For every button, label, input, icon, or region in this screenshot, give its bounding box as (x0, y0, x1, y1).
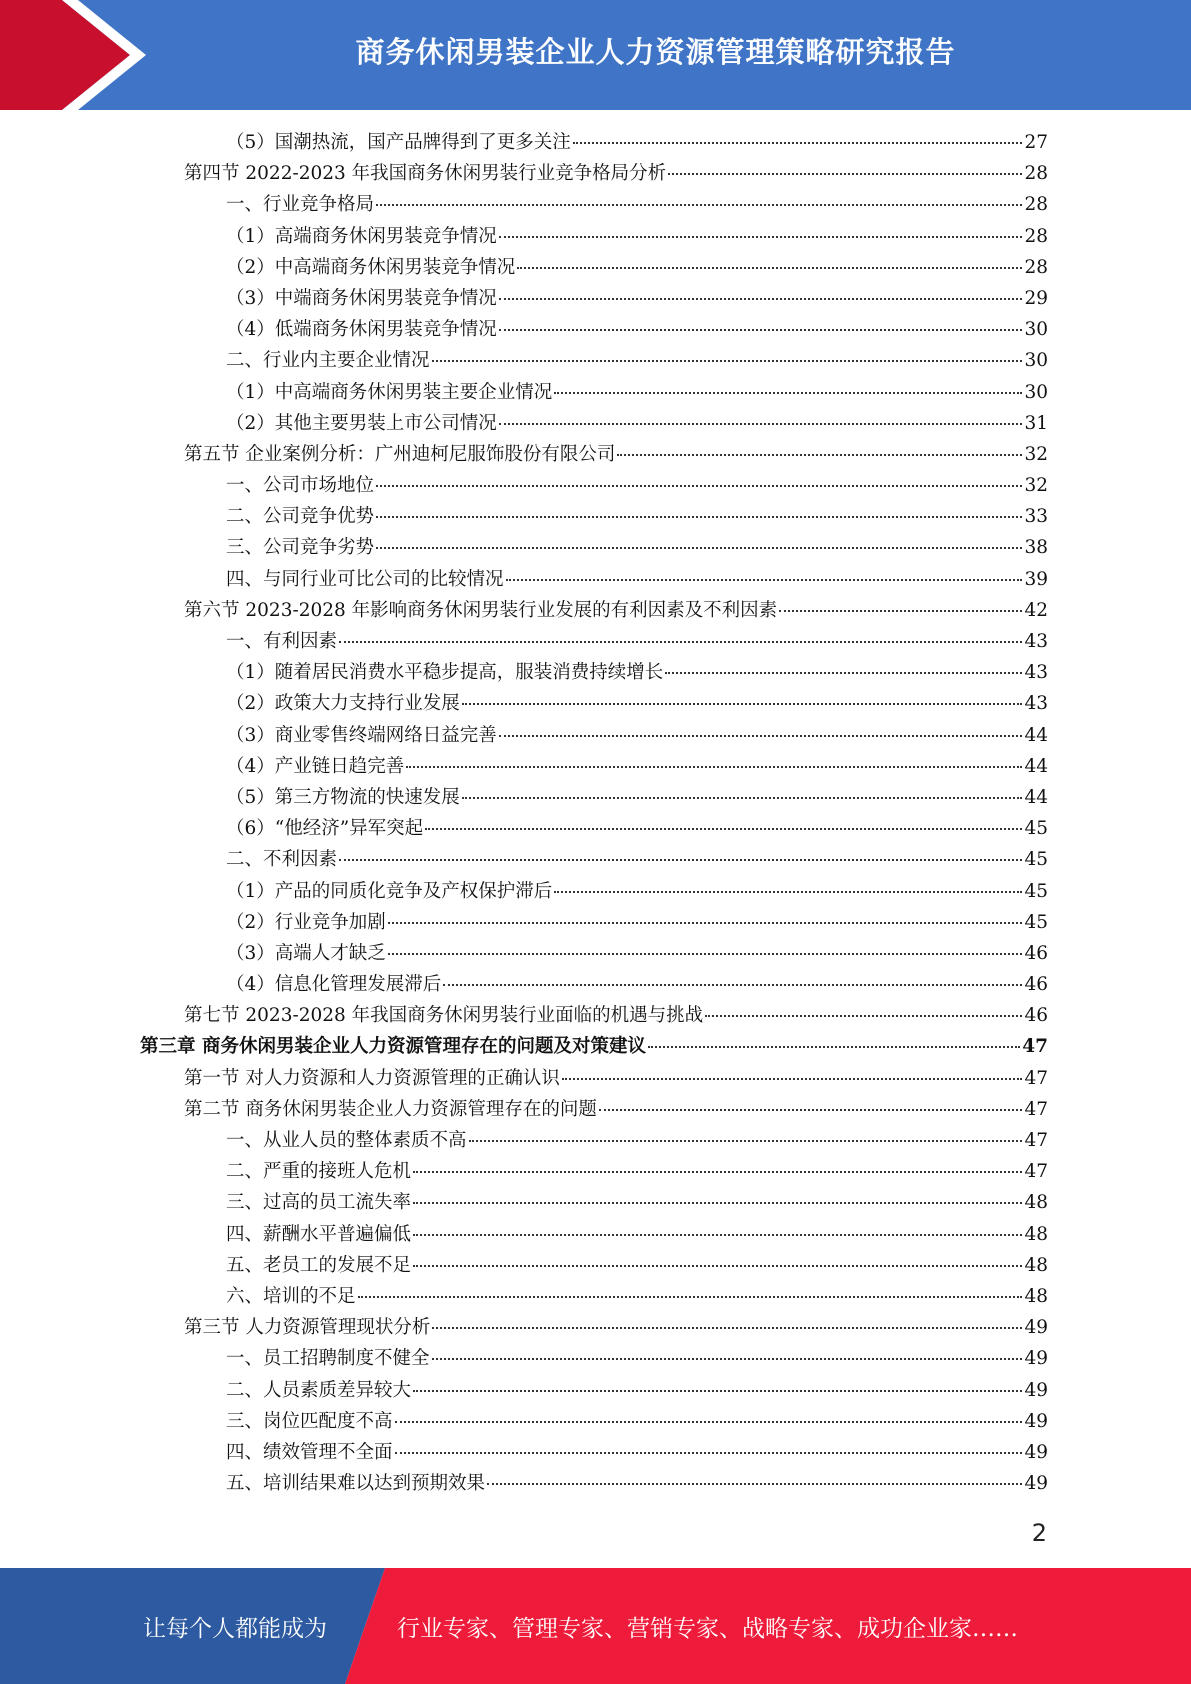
toc-entry-page: 48 (1024, 1285, 1048, 1307)
toc-entry[interactable] (140, 720, 1048, 751)
toc-entry[interactable] (140, 844, 1048, 875)
toc-entry-label: 一、有利因素 (226, 631, 338, 652)
toc-entry-page: 31 (1024, 412, 1048, 434)
toc-entry-page: 47 (1024, 1130, 1048, 1151)
toc-entry-page: 44 (1024, 786, 1048, 808)
toc-entry-page: 48 (1024, 1223, 1048, 1245)
toc-entry[interactable] (140, 626, 1048, 657)
toc-entry-label: 二、行业内主要企业情况 (226, 350, 430, 372)
toc-entry[interactable] (140, 657, 1048, 688)
toc-entry-label: 四、绩效管理不全面 (226, 1441, 393, 1463)
toc-dot-leader (499, 735, 1023, 737)
toc-dot-leader (376, 485, 1022, 487)
toc-entry[interactable] (140, 470, 1048, 501)
toc-dot-leader (499, 329, 1023, 331)
toc-entry-label: 五、培训结果难以达到预期效果 (226, 1473, 486, 1495)
toc-entry-label: 二、严重的接班人危机 (226, 1161, 412, 1183)
toc-entry[interactable] (140, 189, 1048, 220)
toc-entry-label: （4）产业链日趋完善 (226, 755, 405, 777)
toc-entry[interactable] (140, 377, 1048, 408)
toc-entry-label: （4）信息化管理发展滞后 (226, 974, 442, 996)
toc-entry[interactable] (140, 439, 1048, 470)
toc-entry-page: 48 (1024, 1254, 1048, 1276)
toc-entry-page: 49 (1024, 1379, 1048, 1401)
toc-entry[interactable] (140, 1250, 1048, 1281)
toc-entry-label: 二、人员素质差异较大 (226, 1379, 412, 1401)
toc-dot-leader (665, 672, 1022, 674)
toc-dot-leader (432, 1358, 1023, 1360)
toc-entry-page: 46 (1024, 1005, 1048, 1027)
page-footer (0, 1568, 1191, 1684)
toc-entry-label: （3）中端商务休闲男装竞争情况 (226, 287, 497, 309)
toc-entry-page: 32 (1024, 475, 1048, 497)
toc-entry-label: （3）高端人才缺乏 (226, 942, 386, 964)
toc-dot-leader (499, 423, 1023, 425)
toc-entry[interactable] (140, 1156, 1048, 1187)
toc-dot-leader (517, 267, 1022, 269)
toc-dot-leader (506, 579, 1023, 581)
toc-entry-page: 49 (1024, 1348, 1048, 1370)
toc-entry[interactable] (140, 1031, 1048, 1062)
toc-entry-page: 28 (1024, 163, 1048, 185)
toc-entry-label: （1）高端商务休闲男装竞争情况 (226, 225, 497, 247)
toc-entry-label: 第五节 企业案例分析：广州迪柯尼服饰股份有限公司 (184, 443, 616, 465)
toc-entry-page: 43 (1024, 662, 1048, 684)
footer-slogan-left: 让每个人都能成为 (143, 1615, 327, 1642)
toc-entry[interactable] (140, 876, 1048, 907)
toc-entry[interactable] (140, 314, 1048, 345)
toc-entry[interactable] (140, 221, 1048, 252)
toc-dot-leader (499, 298, 1023, 300)
toc-dot-leader (779, 610, 1022, 612)
toc-entry-label: 四、薪酬水平普遍偏低 (226, 1223, 412, 1245)
toc-dot-leader (388, 953, 1023, 955)
toc-dot-leader (413, 1265, 1022, 1267)
toc-dot-leader (562, 1078, 1023, 1080)
toc-entry-page: 28 (1024, 194, 1048, 216)
toc-entry-page: 47 (1024, 1067, 1048, 1089)
toc-entry[interactable] (140, 969, 1048, 1000)
toc-dot-leader (499, 236, 1023, 238)
toc-dot-leader (599, 1109, 1023, 1111)
toc-entry-page: 28 (1024, 256, 1048, 278)
toc-dot-leader (376, 547, 1022, 549)
toc-entry-label: 六、培训的不足 (226, 1285, 356, 1307)
toc-entry-page: 30 (1024, 350, 1048, 372)
toc-entry[interactable] (140, 782, 1048, 813)
toc-entry-label: （4）低端商务休闲男装竞争情况 (226, 319, 497, 341)
toc-entry-label: 第七节 2023-2028 年我国商务休闲男装行业面临的机遇与挑战 (184, 1005, 704, 1027)
toc-entry[interactable] (140, 595, 1048, 626)
toc-dot-leader (705, 1015, 1022, 1017)
toc-dot-leader (469, 1140, 1023, 1142)
toc-entry[interactable] (140, 283, 1048, 314)
toc-entry-label: 第三章 商务休闲男装企业人力资源管理存在的问题及对策建议 (140, 1036, 646, 1058)
toc-entry-page: 47 (1022, 1036, 1048, 1058)
toc-entry-label: 五、老员工的发展不足 (226, 1254, 412, 1276)
toc-entry-page: 49 (1024, 1473, 1048, 1495)
toc-dot-leader (617, 454, 1022, 456)
toc-entry-label: （2）政策大力支持行业发展 (226, 693, 460, 715)
toc-dot-leader (406, 766, 1022, 768)
toc-dot-leader (648, 1046, 1020, 1048)
toc-entry-label: 第二节 商务休闲男装企业人力资源管理存在的问题 (184, 1098, 597, 1120)
report-title: 商务休闲男装企业人力资源管理策略研究报告 (355, 34, 956, 69)
toc-entry-label: （2）行业竞争加剧 (226, 911, 386, 933)
toc-entry-label: 四、与同行业可比公司的比较情况 (226, 568, 504, 590)
toc-entry[interactable] (140, 1406, 1048, 1437)
toc-entry[interactable] (140, 907, 1048, 938)
toc-entry[interactable] (140, 813, 1048, 844)
toc-entry[interactable] (140, 751, 1048, 782)
toc-entry-label: （1）随着居民消费水平稳步提高，服装消费持续增长 (226, 662, 664, 684)
toc-entry-page: 46 (1024, 974, 1048, 996)
toc-entry-page: 45 (1024, 818, 1048, 840)
toc-entry[interactable] (140, 1281, 1048, 1312)
toc-entry[interactable] (140, 345, 1048, 376)
toc-entry-page: 46 (1024, 942, 1048, 964)
toc-entry-label: 三、岗位匹配度不高 (226, 1410, 393, 1432)
toc-entry-label: 三、公司竞争劣势 (226, 537, 375, 559)
toc-entry-page: 43 (1024, 693, 1048, 715)
toc-dot-leader (395, 1421, 1023, 1423)
toc-entry[interactable] (140, 127, 1048, 158)
toc-entry[interactable] (140, 1468, 1048, 1499)
toc-dot-leader (376, 204, 1022, 206)
toc-entry-label: （2）中高端商务休闲男装竞争情况 (226, 256, 516, 278)
toc-entry-label: （5）国潮热流，国产品牌得到了更多关注 (226, 132, 571, 153)
table-of-contents (140, 127, 1048, 1499)
toc-entry-page: 38 (1024, 537, 1048, 559)
toc-dot-leader (339, 859, 1022, 861)
toc-entry-label: 第四节 2022-2023 年我国商务休闲男装行业竞争格局分析 (184, 163, 667, 185)
toc-entry-label: 一、员工招聘制度不健全 (226, 1348, 430, 1370)
toc-dot-leader (432, 360, 1023, 362)
toc-entry-page: 48 (1024, 1192, 1048, 1214)
toc-entry-label: （2）其他主要男装上市公司情况 (226, 412, 497, 434)
toc-entry[interactable] (140, 1375, 1048, 1406)
toc-entry[interactable] (140, 158, 1048, 189)
toc-entry[interactable] (140, 532, 1048, 563)
toc-dot-leader (462, 703, 1023, 705)
toc-entry-label: （5）第三方物流的快速发展 (226, 786, 460, 808)
toc-entry-label: 一、从业人员的整体素质不高 (226, 1130, 467, 1151)
toc-entry-label: 第六节 2023-2028 年影响商务休闲男装行业发展的有利因素及不利因素 (184, 599, 778, 621)
header-arrow-decoration (0, 0, 150, 110)
toc-entry[interactable] (140, 564, 1048, 595)
toc-entry-label: 第一节 对人力资源和人力资源管理的正确认识 (184, 1067, 560, 1089)
toc-entry-page: 43 (1024, 631, 1048, 652)
toc-dot-leader (425, 828, 1022, 830)
toc-entry-label: 一、行业竞争格局 (226, 194, 375, 216)
toc-entry[interactable] (140, 501, 1048, 532)
toc-dot-leader (432, 1327, 1022, 1329)
toc-entry[interactable] (140, 252, 1048, 283)
toc-entry-page: 44 (1024, 724, 1048, 746)
toc-dot-leader (413, 1171, 1022, 1173)
toc-entry-page: 49 (1024, 1410, 1048, 1432)
toc-entry-label: （1）中高端商务休闲男装主要企业情况 (226, 381, 553, 403)
toc-entry[interactable] (140, 408, 1048, 439)
page-header (0, 0, 1191, 110)
toc-entry[interactable] (140, 1125, 1048, 1156)
toc-entry-label: （3）商业零售终端网络日益完善 (226, 724, 497, 746)
toc-entry-page: 30 (1024, 381, 1048, 403)
toc-entry-label: 二、公司竞争优势 (226, 506, 375, 528)
toc-dot-leader (487, 1483, 1022, 1485)
toc-entry-page: 28 (1024, 225, 1048, 247)
toc-entry-page: 33 (1024, 506, 1048, 528)
toc-dot-leader (554, 392, 1022, 394)
toc-entry[interactable] (140, 1437, 1048, 1468)
toc-entry-page: 39 (1024, 568, 1048, 590)
toc-dot-leader (668, 173, 1022, 175)
toc-entry-label: 第三节 人力资源管理现状分析 (184, 1317, 431, 1339)
toc-dot-leader (554, 891, 1022, 893)
toc-dot-leader (358, 1296, 1023, 1298)
toc-entry-page: 45 (1024, 880, 1048, 902)
toc-dot-leader (339, 641, 1022, 643)
toc-entry-page: 44 (1024, 755, 1048, 777)
toc-dot-leader (573, 142, 1023, 144)
toc-entry-page: 32 (1024, 443, 1048, 465)
toc-dot-leader (413, 1390, 1022, 1392)
toc-dot-leader (395, 1452, 1023, 1454)
toc-entry-page: 49 (1024, 1317, 1048, 1339)
footer-slogan-right: 行业专家、管理专家、营销专家、战略专家、成功企业家…… (397, 1615, 1018, 1642)
toc-entry[interactable] (140, 1187, 1048, 1218)
toc-entry-page: 30 (1024, 319, 1048, 341)
page-number: 2 (1031, 1519, 1047, 1547)
toc-entry-label: （1）产品的同质化竞争及产权保护滞后 (226, 880, 553, 902)
toc-dot-leader (443, 984, 1022, 986)
toc-entry-label: 一、公司市场地位 (226, 475, 375, 497)
toc-dot-leader (388, 922, 1023, 924)
toc-dot-leader (462, 797, 1023, 799)
toc-entry-page: 27 (1024, 132, 1048, 153)
toc-entry[interactable] (140, 1312, 1048, 1343)
toc-entry[interactable] (140, 1219, 1048, 1250)
toc-entry-label: 三、过高的员工流失率 (226, 1192, 412, 1214)
toc-dot-leader (413, 1202, 1022, 1204)
toc-entry[interactable] (140, 1063, 1048, 1094)
toc-dot-leader (376, 516, 1022, 518)
toc-entry-label: （6）“他经济”异军突起 (226, 818, 424, 840)
toc-entry[interactable] (140, 1094, 1048, 1125)
toc-entry-page: 47 (1024, 1098, 1048, 1120)
toc-entry-label: 二、不利因素 (226, 849, 338, 871)
toc-entry[interactable] (140, 1000, 1048, 1031)
toc-entry-page: 42 (1024, 599, 1048, 621)
toc-entry-page: 45 (1024, 911, 1048, 933)
toc-entry-page: 29 (1024, 287, 1048, 309)
toc-entry[interactable] (140, 938, 1048, 969)
toc-entry-page: 49 (1024, 1441, 1048, 1463)
toc-entry[interactable] (140, 1343, 1048, 1374)
toc-dot-leader (413, 1234, 1022, 1236)
toc-entry-page: 47 (1024, 1161, 1048, 1183)
toc-entry-page: 45 (1024, 849, 1048, 871)
toc-entry[interactable] (140, 688, 1048, 719)
